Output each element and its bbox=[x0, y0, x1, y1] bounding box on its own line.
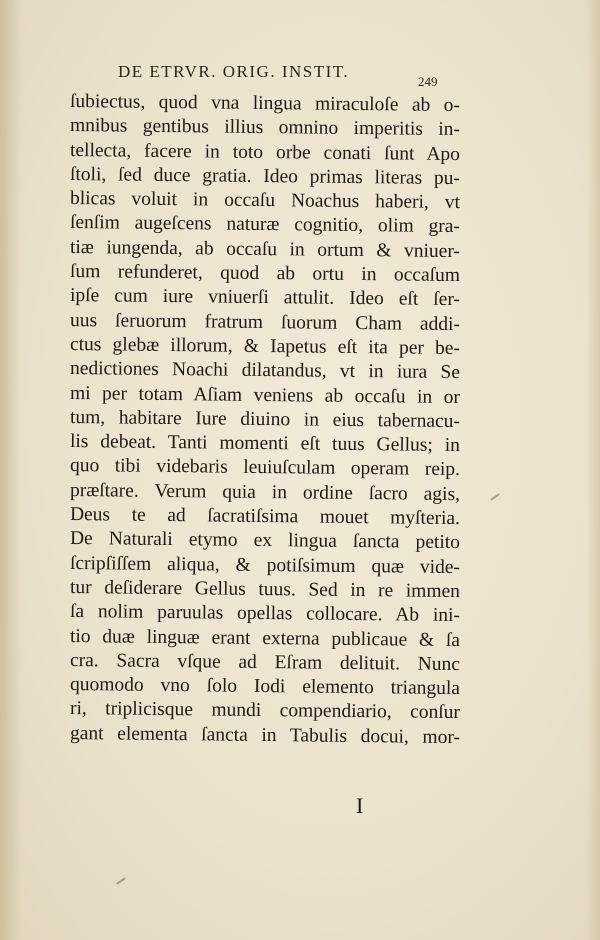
text-line: ſa nolim paruulas opellas collocare. Ab ini- bbox=[69, 601, 461, 627]
signature-mark: I bbox=[356, 793, 364, 818]
text-line: quomodo vno ſolo Iodi elemento triangula bbox=[69, 674, 461, 700]
text-line: ſubiectus, quod vna lingua miraculoſe ab o- bbox=[69, 91, 461, 117]
text-line: tellecta, facere in toto orbe conati ſunt Apo bbox=[69, 139, 461, 165]
text-line: tio duæ linguæ erant externa publicaue & ſa bbox=[69, 625, 461, 651]
text-line: ri, triplicisque mundi compendiario, conſur bbox=[69, 698, 461, 724]
ink-speck bbox=[490, 493, 499, 500]
text-line: mi per totam Aſiam veniens ab occaſu in or bbox=[69, 382, 461, 408]
ink-speck bbox=[116, 877, 125, 884]
text-line: cra. Sacra vſque ad Eſram delituit. Nunc bbox=[69, 649, 461, 675]
text-line: ipſe cum iure vniuerſi attulit. Ideo eſt ſer- bbox=[69, 285, 461, 311]
running-head: DE ETRVR. ORIG. INSTIT. bbox=[118, 62, 350, 81]
page-gutter-shadow bbox=[0, 0, 22, 940]
text-line: Deus te ad ſacratiſsima mouet myſteria. bbox=[69, 504, 461, 530]
text-line: ſcripſiſſem aliqua, & potiſsimum quæ vide- bbox=[69, 552, 461, 578]
text-line: ctus glebæ illorum, & Iapetus eſt ita per be- bbox=[69, 333, 461, 360]
text-line: ſtoli, ſed duce gratia. Ideo primas literas pu- bbox=[69, 163, 461, 189]
text-line: ſenſim augeſcens naturæ cognitio, olim gra- bbox=[69, 212, 461, 238]
body-text bbox=[70, 90, 460, 746]
text-line: uus ſeruorum fratrum ſuorum Cham addi- bbox=[69, 309, 461, 335]
text-line: gant elementa ſancta in Tabulis docui, mor- bbox=[69, 722, 461, 748]
text-line: blicas voluit in occaſu Noachus haberi, vt bbox=[69, 188, 461, 214]
text-line: præſtare. Verum quia in ordine ſacro agis, bbox=[69, 479, 461, 505]
text-line: quo tibi videbaris leuiuſculam operam reip. bbox=[69, 455, 461, 481]
text-line: tiæ iungenda, ab occaſu in ortum & vniuer- bbox=[69, 236, 461, 262]
text-line: lis debeat. Tanti momenti eſt tuus Gellus; in bbox=[69, 431, 461, 457]
text-line: mnibus gentibus illius omnino imperitis in- bbox=[69, 115, 461, 141]
text-line: tur deſiderare Gellus tuus. Sed in re immen bbox=[69, 576, 461, 603]
text-line: nedictiones Noachi dilatandus, vt in iura Se bbox=[69, 358, 461, 384]
text-line: tum, habitare Iure diuino in eius tabernacu- bbox=[69, 406, 461, 432]
text-line: De Naturali etymo ex lingua ſancta petito bbox=[69, 528, 461, 554]
text-line: ſum refunderet, quod ab ortu in occaſum bbox=[69, 261, 461, 287]
page-edge-shadow bbox=[586, 0, 600, 940]
page-number: 249 bbox=[418, 74, 438, 89]
